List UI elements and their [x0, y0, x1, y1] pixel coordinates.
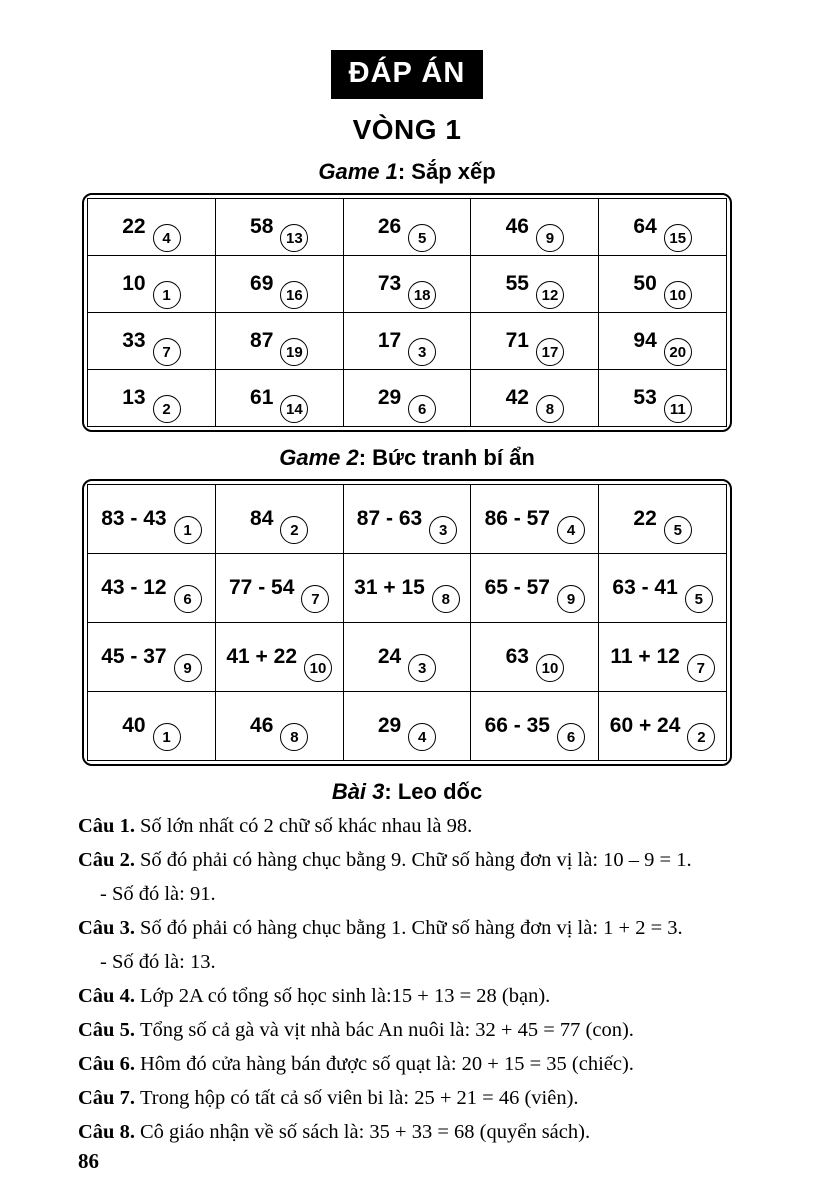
table-cell — [215, 554, 343, 623]
table-row — [88, 623, 727, 692]
table-cell — [215, 692, 343, 761]
table-row — [88, 199, 727, 256]
table-cell — [343, 485, 471, 554]
answer-subline: - Số đó là: 13. — [100, 951, 216, 973]
game1-heading-subtitle: : Sắp xếp — [397, 159, 496, 184]
cell-value: 86 - 57 — [484, 507, 550, 530]
cell-value: 13 — [122, 386, 146, 409]
table-cell — [88, 199, 216, 256]
cell-order-circle: 5 — [408, 224, 436, 252]
table-cell — [88, 623, 216, 692]
cell-order-circle: 3 — [429, 516, 457, 544]
bai3-heading-name: Bài 3 — [331, 779, 385, 804]
answer-label: Câu 6. — [78, 1053, 135, 1075]
cell-value: 42 — [505, 386, 529, 409]
game2-table — [82, 479, 732, 766]
cell-order-circle: 9 — [557, 585, 585, 613]
table-row — [88, 554, 727, 623]
cell-value: 77 - 54 — [229, 576, 295, 599]
cell-value: 71 — [505, 329, 529, 352]
cell-order-circle: 9 — [536, 224, 564, 252]
table-cell — [215, 485, 343, 554]
cell-value: 41 + 22 — [226, 645, 298, 668]
table-cell — [343, 623, 471, 692]
table-cell — [599, 485, 727, 554]
cell-order-circle: 4 — [408, 723, 436, 751]
cell-order-circle: 6 — [557, 723, 585, 751]
cell-order-circle: 2 — [280, 516, 308, 544]
cell-value: 94 — [633, 329, 657, 352]
answer-line — [78, 1017, 744, 1043]
game2-grid — [87, 484, 727, 761]
cell-order-circle: 6 — [174, 585, 202, 613]
table-cell — [599, 623, 727, 692]
cell-order-circle: 7 — [301, 585, 329, 613]
cell-order-circle: 8 — [432, 585, 460, 613]
game1-heading — [0, 159, 814, 185]
answer-label: Câu 5. — [78, 1019, 135, 1041]
answer-label: Câu 2. — [78, 849, 135, 871]
cell-order-circle: 11 — [664, 395, 692, 423]
cell-order-circle: 19 — [280, 338, 308, 366]
cell-order-circle: 4 — [557, 516, 585, 544]
cell-order-circle: 1 — [174, 516, 202, 544]
game2-heading-name: Game 2 — [279, 445, 359, 470]
table-cell — [471, 692, 599, 761]
cell-order-circle: 1 — [153, 281, 181, 309]
table-cell — [471, 199, 599, 256]
game2-heading-subtitle: : Bức tranh bí ẩn — [358, 445, 535, 470]
table-cell — [343, 692, 471, 761]
cell-order-circle: 4 — [153, 224, 181, 252]
game2-heading — [0, 445, 814, 471]
table-cell — [88, 313, 216, 370]
cell-value: 24 — [377, 645, 402, 668]
cell-order-circle: 8 — [280, 723, 308, 751]
table-cell — [599, 554, 727, 623]
table-row — [88, 256, 727, 313]
cell-value: 83 - 43 — [101, 507, 167, 530]
cell-value: 65 - 57 — [484, 576, 550, 599]
cell-value: 87 - 63 — [356, 507, 423, 530]
answer-line — [78, 1085, 744, 1111]
cell-order-circle: 8 — [536, 395, 564, 423]
bai3-answers — [78, 813, 744, 1145]
table-cell — [471, 370, 599, 427]
answer-text: Số đó phải có hàng chục bằng 9. Chữ số hàng đơn vị là: 10 – 9 = 1. — [139, 849, 692, 871]
cell-value: 11 + 12 — [610, 645, 680, 668]
answer-text: Hôm đó cửa hàng bán được số quạt là: 20 + 15 = 35 (chiếc). — [139, 1053, 634, 1075]
cell-order-circle: 10 — [664, 281, 692, 309]
cell-value: 31 + 15 — [354, 576, 425, 599]
cell-order-circle: 10 — [304, 654, 332, 682]
cell-value: 53 — [633, 386, 657, 409]
page-title: ĐÁP ÁN — [331, 50, 484, 99]
cell-order-circle: 6 — [408, 395, 436, 423]
cell-value: 17 — [377, 329, 402, 352]
answer-text: Cô giáo nhận về số sách là: 35 + 33 = 68 (quyển sách). — [139, 1121, 591, 1143]
cell-order-circle: 9 — [174, 654, 202, 682]
cell-order-circle: 7 — [153, 338, 181, 366]
answer-text: Số đó phải có hàng chục bằng 1. Chữ số hàng đơn vị là: 1 + 2 = 3. — [139, 917, 683, 939]
cell-order-circle: 10 — [536, 654, 564, 682]
table-cell — [471, 554, 599, 623]
cell-value: 22 — [633, 507, 657, 530]
table-row — [88, 313, 727, 370]
cell-value: 29 — [377, 714, 402, 737]
cell-value: 46 — [505, 215, 529, 238]
cell-value: 58 — [250, 215, 274, 238]
table-cell — [471, 623, 599, 692]
answer-label: Câu 4. — [78, 985, 135, 1007]
cell-value: 63 — [505, 645, 529, 668]
table-cell — [88, 485, 216, 554]
game1-heading-name: Game 1 — [318, 159, 398, 184]
cell-order-circle: 17 — [536, 338, 564, 366]
table-cell — [599, 692, 727, 761]
cell-value: 61 — [250, 386, 274, 409]
answer-text: Lớp 2A có tổng số học sinh là:15 + 13 = 28 (bạn). — [139, 985, 551, 1007]
table-cell — [599, 256, 727, 313]
cell-value: 46 — [250, 714, 274, 737]
table-cell — [471, 256, 599, 313]
answer-line — [78, 1051, 744, 1077]
bai3-heading — [0, 779, 814, 805]
answer-subline: - Số đó là: 91. — [100, 883, 216, 905]
table-cell — [343, 313, 471, 370]
cell-value: 87 — [250, 329, 274, 352]
answer-text: Trong hộp có tất cả số viên bi là: 25 + 21 = 46 (viên). — [139, 1087, 579, 1109]
table-cell — [599, 370, 727, 427]
cell-value: 40 — [122, 714, 146, 737]
table-cell — [88, 370, 216, 427]
game1-table — [82, 193, 732, 432]
cell-order-circle: 16 — [280, 281, 308, 309]
cell-order-circle: 13 — [280, 224, 308, 252]
table-cell — [471, 485, 599, 554]
answer-label: Câu 3. — [78, 917, 135, 939]
table-cell — [88, 554, 216, 623]
cell-order-circle: 5 — [664, 516, 692, 544]
answer-text: Số lớn nhất có 2 chữ số khác nhau là 98. — [139, 815, 473, 837]
cell-order-circle: 20 — [664, 338, 692, 366]
cell-value: 22 — [122, 215, 146, 238]
cell-order-circle: 3 — [408, 654, 436, 682]
cell-value: 43 - 12 — [101, 576, 167, 599]
cell-value: 63 - 41 — [612, 576, 678, 599]
cell-order-circle: 3 — [408, 338, 436, 366]
cell-value: 66 - 35 — [484, 714, 550, 737]
answer-line — [78, 915, 744, 941]
cell-value: 29 — [377, 386, 402, 409]
cell-value: 60 + 24 — [609, 714, 681, 737]
cell-value: 69 — [250, 272, 274, 295]
table-cell — [215, 199, 343, 256]
answer-label: Câu 1. — [78, 815, 135, 837]
cell-value: 33 — [122, 329, 146, 352]
answer-text: Tổng số cả gà và vịt nhà bác An nuôi là: 32 + 45 = 77 (con). — [139, 1019, 634, 1041]
round-title: VÒNG 1 — [352, 114, 462, 145]
table-row — [88, 485, 727, 554]
cell-value: 64 — [633, 215, 657, 238]
cell-order-circle: 1 — [153, 723, 181, 751]
table-cell — [343, 370, 471, 427]
page-number: 86 — [78, 1149, 99, 1173]
cell-value: 73 — [377, 272, 402, 295]
cell-order-circle: 5 — [685, 585, 713, 613]
answer-line — [78, 983, 744, 1009]
table-cell — [599, 199, 727, 256]
cell-order-circle: 7 — [687, 654, 715, 682]
table-cell — [471, 313, 599, 370]
cell-order-circle: 12 — [536, 281, 564, 309]
answer-label: Câu 8. — [78, 1121, 135, 1143]
bai3-heading-subtitle: : Leo dốc — [384, 779, 483, 804]
title-row — [0, 0, 814, 99]
cell-value: 45 - 37 — [101, 645, 167, 668]
game1-grid — [87, 198, 727, 427]
answer-label: Câu 7. — [78, 1087, 135, 1109]
cell-order-circle: 2 — [153, 395, 181, 423]
cell-order-circle: 18 — [408, 281, 436, 309]
answer-line — [78, 847, 744, 873]
answer-line — [78, 1119, 744, 1145]
table-cell — [88, 692, 216, 761]
cell-value: 50 — [633, 272, 657, 295]
table-cell — [88, 256, 216, 313]
table-cell — [343, 554, 471, 623]
cell-value: 55 — [505, 272, 529, 295]
table-cell — [343, 256, 471, 313]
cell-order-circle: 2 — [687, 723, 715, 751]
answer-line — [78, 813, 744, 839]
table-cell — [599, 313, 727, 370]
cell-order-circle: 14 — [280, 395, 308, 423]
table-row — [88, 370, 727, 427]
table-cell — [215, 256, 343, 313]
cell-value: 26 — [377, 215, 402, 238]
cell-value: 84 — [250, 507, 274, 530]
table-cell — [215, 313, 343, 370]
table-cell — [343, 199, 471, 256]
cell-value: 10 — [122, 272, 146, 295]
table-cell — [215, 623, 343, 692]
table-cell — [215, 370, 343, 427]
cell-order-circle: 15 — [664, 224, 692, 252]
table-row — [88, 692, 727, 761]
